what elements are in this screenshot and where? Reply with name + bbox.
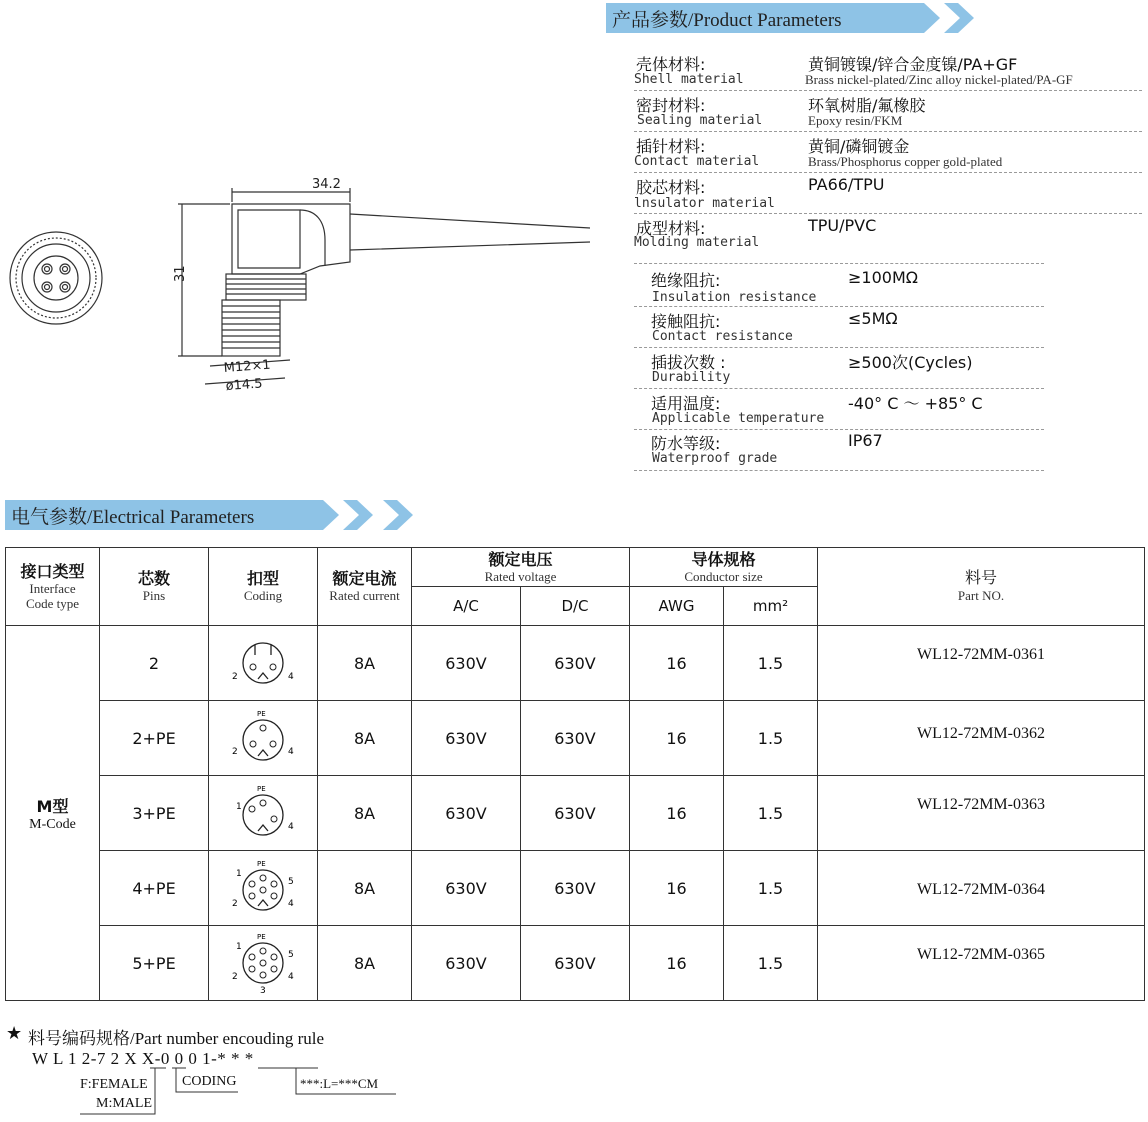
chevron-right-icon <box>343 500 373 530</box>
mm2-cell: 1.5 <box>724 701 818 776</box>
param-row: 插针材料: Contact material 黄铜/磷铜镀金 Brass/Phosphorus copper gold-plated <box>634 132 1142 173</box>
electrical-table <box>5 547 1145 1001</box>
current-cell: 8A <box>318 626 412 701</box>
coding-cell <box>209 776 318 851</box>
ac-cell: 630V <box>412 701 521 776</box>
svg-text:2: 2 <box>232 672 238 682</box>
table-row <box>6 776 1145 851</box>
svg-text:PE: PE <box>257 785 266 793</box>
product-params-banner <box>606 3 986 33</box>
rule-gender-male: M:MALE <box>96 1096 152 1111</box>
svg-text:4: 4 <box>288 822 294 832</box>
param-row: 绝缘阻抗: Insulation resistance ≥100MΩ <box>634 266 1044 307</box>
chevron-right-icon <box>944 3 974 33</box>
electrical-params-banner <box>5 500 435 530</box>
svg-text:PE: PE <box>257 860 266 868</box>
param-row: 适用温度: Applicable temperature -40° C ～ +85° C <box>634 389 1044 430</box>
part-number-rule <box>0 1020 600 1120</box>
pins-cell: 2+PE <box>100 701 209 776</box>
pin-layout-icon <box>228 704 298 768</box>
dim-width-label: 34.2 <box>312 177 341 192</box>
pin-layout-icon <box>228 854 298 918</box>
svg-text:2: 2 <box>232 972 238 982</box>
table-row <box>6 626 1145 701</box>
svg-text:5: 5 <box>288 950 294 960</box>
param-row: 插拔次数 : Durability ≥500次(Cycles) <box>634 348 1044 389</box>
pin-layout-icon <box>228 779 298 843</box>
svg-text:2: 2 <box>232 899 238 909</box>
ac-cell: 630V <box>412 626 521 701</box>
table-row <box>6 851 1145 926</box>
header-coding: 扣型 Coding <box>209 548 318 626</box>
svg-text:1: 1 <box>236 869 242 879</box>
header-current: 额定电流 Rated current <box>318 548 412 626</box>
dc-cell: 630V <box>521 851 630 926</box>
header-conductor: 导体规格 Conductor size <box>630 548 818 587</box>
product-params-title: 产品参数/Product Parameters <box>612 10 842 31</box>
chevron-right-icon <box>383 500 413 530</box>
diameter-label: ø14.5 <box>225 376 264 394</box>
header-awg: AWG <box>630 587 724 626</box>
awg-cell: 16 <box>630 701 724 776</box>
pins-cell: 4+PE <box>100 851 209 926</box>
svg-text:1: 1 <box>236 942 242 952</box>
part-no-cell: WL12-72MM-0364 <box>818 851 1145 926</box>
header-ac: A/C <box>412 587 521 626</box>
awg-cell: 16 <box>630 626 724 701</box>
ac-cell: 630V <box>412 851 521 926</box>
pins-cell: 3+PE <box>100 776 209 851</box>
table-row <box>6 926 1145 1001</box>
rule-coding: CODING <box>182 1074 237 1089</box>
awg-cell: 16 <box>630 776 724 851</box>
param-row: 防水等级: Waterproof grade IP67 <box>634 430 1044 471</box>
part-no-cell: WL12-72MM-0365 <box>818 926 1145 1001</box>
dc-cell: 630V <box>521 626 630 701</box>
rule-length: ***:L=***CM <box>300 1076 379 1091</box>
svg-text:1: 1 <box>236 802 242 812</box>
svg-text:PE: PE <box>257 710 266 718</box>
coding-cell <box>209 926 318 1001</box>
header-mm2: mm² <box>724 587 818 626</box>
coding-cell <box>209 626 318 701</box>
part-no-cell: WL12-72MM-0361 <box>818 626 1145 701</box>
pins-cell: 2 <box>100 626 209 701</box>
ac-cell: 630V <box>412 926 521 1001</box>
table-row <box>6 701 1145 776</box>
connector-side-view <box>178 188 590 384</box>
param-row: 接触阻抗: Contact resistance ≤5MΩ <box>634 307 1044 348</box>
coding-cell <box>209 851 318 926</box>
header-voltage: 额定电压 Rated voltage <box>412 548 630 587</box>
svg-text:4: 4 <box>288 972 294 982</box>
svg-text:4: 4 <box>288 672 294 682</box>
svg-text:4: 4 <box>288 899 294 909</box>
svg-text:4: 4 <box>288 747 294 757</box>
dc-cell: 630V <box>521 701 630 776</box>
rule-title: 料号编码规格/Part number encouding rule <box>28 1029 325 1048</box>
rule-code: W L 1 2-7 2 X X-0 0 0 1-* * * <box>32 1049 254 1068</box>
header-interface: 接口类型 Interface Code type <box>6 548 100 626</box>
awg-cell: 16 <box>630 851 724 926</box>
electrical-params-title: 电气参数/Electrical Parameters <box>11 507 255 528</box>
pins-cell: 5+PE <box>100 926 209 1001</box>
param-row: 成型材料: Molding material TPU/PVC <box>634 216 877 250</box>
svg-text:3: 3 <box>260 986 266 995</box>
header-part-no: 料号 Part NO. <box>818 548 1145 626</box>
mm2-cell: 1.5 <box>724 626 818 701</box>
part-no-cell: WL12-72MM-0362 <box>818 701 1145 776</box>
connector-drawing <box>0 170 600 420</box>
ac-cell: 630V <box>412 776 521 851</box>
pin-layout-icon <box>228 631 298 691</box>
rule-gender-female: F:FEMALE <box>80 1077 148 1092</box>
interface-cell: M型 M-Code <box>6 626 100 1001</box>
star-icon: ★ <box>6 1023 23 1044</box>
connector-front-view <box>10 232 102 324</box>
svg-text:PE: PE <box>257 933 266 941</box>
param-row: 密封材料: Sealing material 环氧树脂/氟橡胶 Epoxy resin/FKM <box>634 91 1142 132</box>
current-cell: 8A <box>318 926 412 1001</box>
thread-label: M12×1 <box>223 357 272 376</box>
part-no-cell: WL12-72MM-0363 <box>818 776 1145 851</box>
current-cell: 8A <box>318 701 412 776</box>
dc-cell: 630V <box>521 926 630 1001</box>
header-pins: 芯数 Pins <box>100 548 209 626</box>
pin-layout-icon <box>228 927 298 995</box>
param-row: 壳体材料: Shell material 黄铜镀镍/锌合金度镍/PA+GF Brass nickel-plated/Zinc alloy nickel-plated/PA-GF <box>634 50 1142 91</box>
mm2-cell: 1.5 <box>724 851 818 926</box>
svg-text:5: 5 <box>288 877 294 887</box>
dim-height-label: 31 <box>173 265 188 282</box>
mm2-cell: 1.5 <box>724 776 818 851</box>
param-row: 胶芯材料: lnsulator material PA66/TPU <box>634 173 1142 214</box>
current-cell: 8A <box>318 776 412 851</box>
svg-text:2: 2 <box>232 747 238 757</box>
dc-cell: 630V <box>521 776 630 851</box>
header-dc: D/C <box>521 587 630 626</box>
mm2-cell: 1.5 <box>724 926 818 1001</box>
current-cell: 8A <box>318 851 412 926</box>
coding-cell <box>209 701 318 776</box>
awg-cell: 16 <box>630 926 724 1001</box>
